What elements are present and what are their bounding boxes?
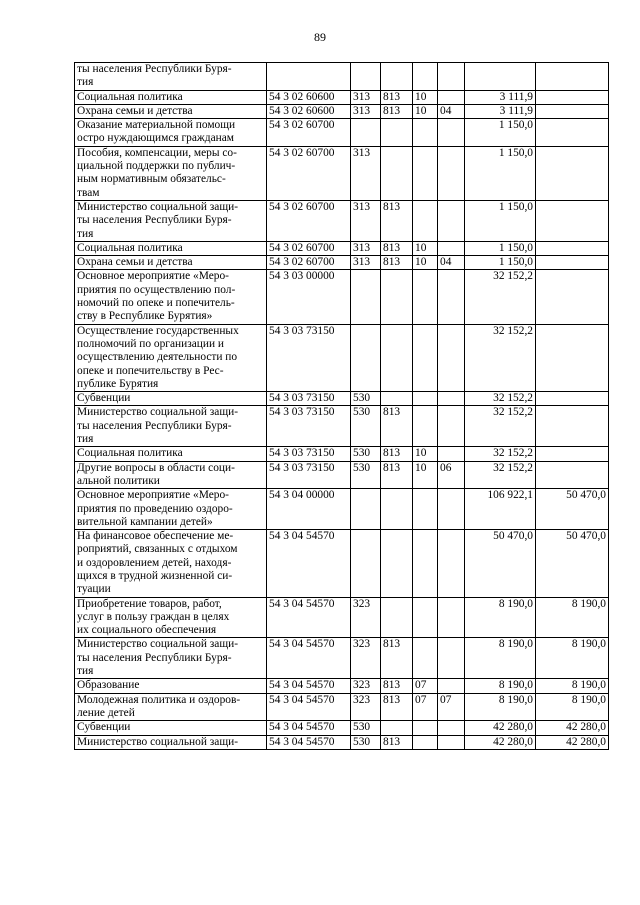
row-name-cell: Министерство социальной защи- xyxy=(75,735,267,749)
amount-federal-cell xyxy=(536,119,609,147)
subsection-cell: 06 xyxy=(438,461,465,489)
amount-federal-cell: 42 280,0 xyxy=(536,721,609,735)
table-row xyxy=(75,146,609,200)
amount-federal-cell xyxy=(536,392,609,406)
table-row xyxy=(75,104,609,118)
amount-federal-cell xyxy=(536,256,609,270)
subsection-cell xyxy=(438,406,465,447)
table-row xyxy=(75,256,609,270)
section-cell xyxy=(413,638,438,679)
amount-total-cell: 32 152,2 xyxy=(465,447,536,461)
subsection-cell xyxy=(438,324,465,391)
amount-federal-cell: 50 470,0 xyxy=(536,530,609,597)
row-name-cell: Оказание материальной помощи остро нуждающимся гражданам xyxy=(75,119,267,147)
table-row xyxy=(75,392,609,406)
target-article-cell: 54 3 02 60600 xyxy=(267,90,351,104)
target-article-cell: 54 3 04 54570 xyxy=(267,638,351,679)
subsection-cell xyxy=(438,597,465,638)
ministry-code-cell: 813 xyxy=(381,735,413,749)
expense-type-cell: 323 xyxy=(351,679,381,693)
amount-total-cell: 1 150,0 xyxy=(465,256,536,270)
table-row xyxy=(75,721,609,735)
ministry-code-cell xyxy=(381,392,413,406)
row-name-cell: Молодежная политика и оздоров- ление детей xyxy=(75,693,267,721)
expense-type-cell xyxy=(351,63,381,91)
target-article-cell: 54 3 02 60700 xyxy=(267,241,351,255)
ministry-code-cell xyxy=(381,119,413,147)
table-row xyxy=(75,63,609,91)
target-article-cell: 54 3 03 73150 xyxy=(267,324,351,391)
row-name-cell: Социальная политика xyxy=(75,241,267,255)
section-cell xyxy=(413,392,438,406)
expense-type-cell xyxy=(351,270,381,324)
amount-total-cell: 8 190,0 xyxy=(465,638,536,679)
amount-total-cell: 42 280,0 xyxy=(465,735,536,749)
subsection-cell xyxy=(438,270,465,324)
amount-federal-cell: 8 190,0 xyxy=(536,638,609,679)
expense-type-cell: 530 xyxy=(351,406,381,447)
amount-total-cell: 42 280,0 xyxy=(465,721,536,735)
row-name-cell: Министерство социальной защи- ты населения Республики Буря- тия xyxy=(75,200,267,241)
expense-type-cell: 530 xyxy=(351,392,381,406)
amount-total-cell: 32 152,2 xyxy=(465,324,536,391)
subsection-cell: 07 xyxy=(438,693,465,721)
subsection-cell xyxy=(438,392,465,406)
expense-type-cell: 530 xyxy=(351,735,381,749)
expense-type-cell: 530 xyxy=(351,721,381,735)
row-name-cell: Образование xyxy=(75,679,267,693)
table-row xyxy=(75,324,609,391)
section-cell xyxy=(413,530,438,597)
subsection-cell xyxy=(438,447,465,461)
subsection-cell xyxy=(438,241,465,255)
ministry-code-cell: 813 xyxy=(381,241,413,255)
ministry-code-cell: 813 xyxy=(381,104,413,118)
amount-total-cell: 50 470,0 xyxy=(465,530,536,597)
target-article-cell: 54 3 03 73150 xyxy=(267,461,351,489)
table-row xyxy=(75,270,609,324)
row-name-cell: Основное мероприятие «Меро- приятия по осуществлению пол- номочий по опеке и попечитель- ству в Республике Бурятия» xyxy=(75,270,267,324)
target-article-cell: 54 3 03 73150 xyxy=(267,447,351,461)
ministry-code-cell: 813 xyxy=(381,447,413,461)
subsection-cell xyxy=(438,721,465,735)
amount-total-cell: 1 150,0 xyxy=(465,200,536,241)
amount-federal-cell xyxy=(536,461,609,489)
subsection-cell xyxy=(438,63,465,91)
amount-total-cell: 106 922,1 xyxy=(465,489,536,530)
subsection-cell xyxy=(438,735,465,749)
ministry-code-cell: 813 xyxy=(381,638,413,679)
section-cell xyxy=(413,200,438,241)
section-cell: 07 xyxy=(413,679,438,693)
section-cell xyxy=(413,721,438,735)
amount-total-cell: 8 190,0 xyxy=(465,679,536,693)
section-cell xyxy=(413,324,438,391)
ministry-code-cell xyxy=(381,270,413,324)
expense-type-cell: 313 xyxy=(351,200,381,241)
subsection-cell: 04 xyxy=(438,104,465,118)
amount-total-cell: 1 150,0 xyxy=(465,119,536,147)
ministry-code-cell: 813 xyxy=(381,90,413,104)
target-article-cell: 54 3 02 60600 xyxy=(267,104,351,118)
section-cell xyxy=(413,406,438,447)
row-name-cell: Пособия, компенсации, меры со- циальной поддержки по публич- ным нормативным обязательс- твам xyxy=(75,146,267,200)
subsection-cell xyxy=(438,530,465,597)
subsection-cell xyxy=(438,489,465,530)
table-row xyxy=(75,119,609,147)
expense-type-cell xyxy=(351,530,381,597)
amount-total-cell: 32 152,2 xyxy=(465,392,536,406)
amount-federal-cell xyxy=(536,63,609,91)
ministry-code-cell: 813 xyxy=(381,693,413,721)
section-cell xyxy=(413,270,438,324)
amount-total-cell: 8 190,0 xyxy=(465,597,536,638)
row-name-cell: Приобретение товаров, работ, услуг в пользу граждан в целях их социального обеспечения xyxy=(75,597,267,638)
target-article-cell: 54 3 02 60700 xyxy=(267,119,351,147)
amount-total-cell: 1 150,0 xyxy=(465,241,536,255)
table-row xyxy=(75,241,609,255)
row-name-cell: ты населения Республики Буря- тия xyxy=(75,63,267,91)
amount-total-cell xyxy=(465,63,536,91)
ministry-code-cell xyxy=(381,489,413,530)
amount-total-cell: 8 190,0 xyxy=(465,693,536,721)
row-name-cell: Субвенции xyxy=(75,392,267,406)
section-cell xyxy=(413,146,438,200)
target-article-cell: 54 3 02 60700 xyxy=(267,146,351,200)
amount-federal-cell xyxy=(536,241,609,255)
ministry-code-cell: 813 xyxy=(381,679,413,693)
row-name-cell: Министерство социальной защи- ты населения Республики Буря- тия xyxy=(75,638,267,679)
table-row xyxy=(75,638,609,679)
section-cell xyxy=(413,489,438,530)
amount-federal-cell xyxy=(536,324,609,391)
subsection-cell xyxy=(438,119,465,147)
subsection-cell xyxy=(438,90,465,104)
target-article-cell: 54 3 02 60700 xyxy=(267,256,351,270)
amount-federal-cell: 8 190,0 xyxy=(536,679,609,693)
section-cell: 10 xyxy=(413,447,438,461)
section-cell: 10 xyxy=(413,104,438,118)
amount-federal-cell xyxy=(536,104,609,118)
target-article-cell: 54 3 04 54570 xyxy=(267,597,351,638)
table-row xyxy=(75,530,609,597)
amount-federal-cell xyxy=(536,146,609,200)
row-name-cell: Охрана семьи и детства xyxy=(75,256,267,270)
amount-total-cell: 3 111,9 xyxy=(465,90,536,104)
expense-type-cell: 313 xyxy=(351,104,381,118)
target-article-cell: 54 3 04 54570 xyxy=(267,735,351,749)
amount-total-cell: 3 111,9 xyxy=(465,104,536,118)
amount-total-cell: 32 152,2 xyxy=(465,461,536,489)
ministry-code-cell xyxy=(381,146,413,200)
amount-federal-cell: 50 470,0 xyxy=(536,489,609,530)
expense-type-cell xyxy=(351,489,381,530)
section-cell: 07 xyxy=(413,693,438,721)
amount-federal-cell: 42 280,0 xyxy=(536,735,609,749)
expense-type-cell xyxy=(351,119,381,147)
amount-federal-cell: 8 190,0 xyxy=(536,597,609,638)
amount-federal-cell xyxy=(536,90,609,104)
table-row xyxy=(75,679,609,693)
expense-type-cell: 323 xyxy=(351,597,381,638)
ministry-code-cell xyxy=(381,530,413,597)
expense-type-cell: 323 xyxy=(351,693,381,721)
subsection-cell xyxy=(438,146,465,200)
expense-type-cell: 323 xyxy=(351,638,381,679)
target-article-cell: 54 3 04 54570 xyxy=(267,530,351,597)
row-name-cell: Субвенции xyxy=(75,721,267,735)
amount-federal-cell: 8 190,0 xyxy=(536,693,609,721)
amount-total-cell: 32 152,2 xyxy=(465,406,536,447)
expense-type-cell: 313 xyxy=(351,256,381,270)
ministry-code-cell: 813 xyxy=(381,256,413,270)
section-cell: 10 xyxy=(413,256,438,270)
table-row xyxy=(75,90,609,104)
expense-type-cell: 313 xyxy=(351,241,381,255)
row-name-cell: Социальная политика xyxy=(75,90,267,104)
budget-table xyxy=(74,62,609,750)
table-row xyxy=(75,735,609,749)
ministry-code-cell xyxy=(381,63,413,91)
table-row xyxy=(75,447,609,461)
section-cell: 10 xyxy=(413,461,438,489)
target-article-cell: 54 3 03 73150 xyxy=(267,406,351,447)
ministry-code-cell: 813 xyxy=(381,406,413,447)
section-cell xyxy=(413,735,438,749)
amount-federal-cell xyxy=(536,200,609,241)
row-name-cell: Основное мероприятие «Меро- приятия по проведению оздоро- вительной кампании детей» xyxy=(75,489,267,530)
expense-type-cell: 530 xyxy=(351,447,381,461)
section-cell xyxy=(413,597,438,638)
amount-total-cell: 32 152,2 xyxy=(465,270,536,324)
ministry-code-cell: 813 xyxy=(381,200,413,241)
table-row xyxy=(75,200,609,241)
expense-type-cell: 313 xyxy=(351,90,381,104)
row-name-cell: Охрана семьи и детства xyxy=(75,104,267,118)
target-article-cell: 54 3 03 00000 xyxy=(267,270,351,324)
amount-federal-cell xyxy=(536,447,609,461)
target-article-cell: 54 3 04 54570 xyxy=(267,693,351,721)
row-name-cell: На финансовое обеспечение ме- роприятий, связанных с отдыхом и оздоровлением детей, находя- щихся в трудной жизненной си- туации xyxy=(75,530,267,597)
target-article-cell: 54 3 02 60700 xyxy=(267,200,351,241)
table-row xyxy=(75,406,609,447)
expense-type-cell xyxy=(351,324,381,391)
target-article-cell: 54 3 04 54570 xyxy=(267,679,351,693)
ministry-code-cell xyxy=(381,721,413,735)
target-article-cell: 54 3 04 00000 xyxy=(267,489,351,530)
subsection-cell: 04 xyxy=(438,256,465,270)
target-article-cell: 54 3 03 73150 xyxy=(267,392,351,406)
target-article-cell xyxy=(267,63,351,91)
ministry-code-cell xyxy=(381,597,413,638)
section-cell xyxy=(413,119,438,147)
expense-type-cell: 530 xyxy=(351,461,381,489)
subsection-cell xyxy=(438,679,465,693)
table-row xyxy=(75,461,609,489)
table-row xyxy=(75,693,609,721)
row-name-cell: Другие вопросы в области соци- альной политики xyxy=(75,461,267,489)
table-row xyxy=(75,489,609,530)
section-cell: 10 xyxy=(413,90,438,104)
subsection-cell xyxy=(438,638,465,679)
amount-federal-cell xyxy=(536,270,609,324)
expense-type-cell: 313 xyxy=(351,146,381,200)
page-number: 89 xyxy=(314,30,326,44)
row-name-cell: Министерство социальной защи- ты населения Республики Буря- тия xyxy=(75,406,267,447)
row-name-cell: Социальная политика xyxy=(75,447,267,461)
ministry-code-cell: 813 xyxy=(381,461,413,489)
amount-total-cell: 1 150,0 xyxy=(465,146,536,200)
row-name-cell: Осуществление государственных полномочий по организации и осуществлению деятельности по опеке и попечительству в Рес- публике Бурятия xyxy=(75,324,267,391)
target-article-cell: 54 3 04 54570 xyxy=(267,721,351,735)
section-cell xyxy=(413,63,438,91)
section-cell: 10 xyxy=(413,241,438,255)
table-row xyxy=(75,597,609,638)
amount-federal-cell xyxy=(536,406,609,447)
subsection-cell xyxy=(438,200,465,241)
ministry-code-cell xyxy=(381,324,413,391)
